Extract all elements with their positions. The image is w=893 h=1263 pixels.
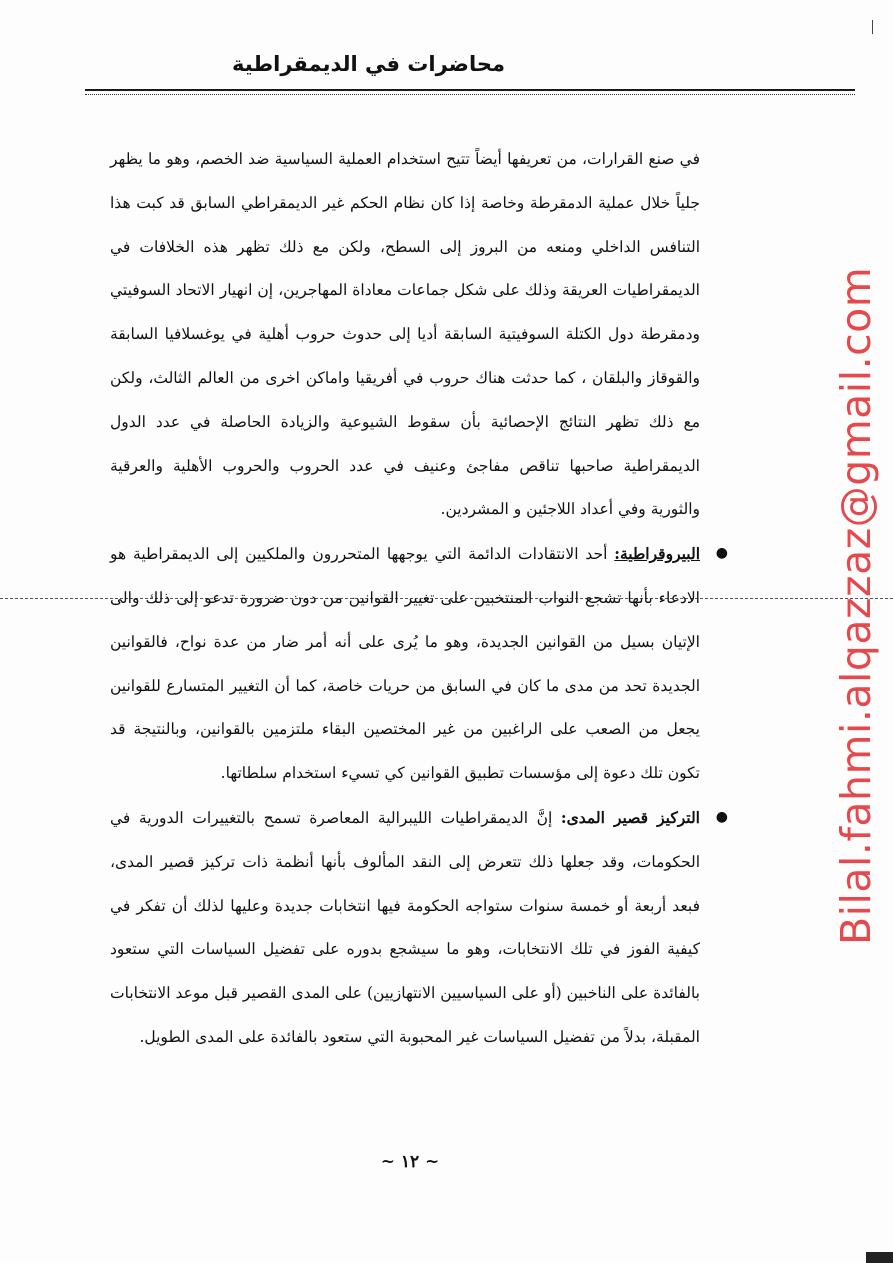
bullet-icon: ● (715, 808, 728, 825)
bullet-text: إنَّ الديمقراطيات الليبرالية المعاصرة تسمح بالتغييرات الدورية في الحكومات، وقد جعلها ذلك تتعرض إلى النقد المألوف بأنها أنظمة ذات تركيز قصير المدى، فبعد أربعة أو خمسة سنوات ستواجه الحكومة فيها انتخابات جديدة وعليها لذلك أن تفكر في كيفية الفوز في تلك الانتخابات، وهو ما سيشجع بدوره على تفضيل السياسات التي ستعود بالفائدة على الناخبين (أو على السياسيين الانتهازيين) على المدى القصير قبل موعد الانتخابات المقبلة، بدلاً من تفضيل السياسات غير المحبوبة التي ستعود بالفائدة على المدى الطويل. (110, 808, 700, 1046)
bullet-term: البيروقراطية: (614, 544, 700, 564)
header-rule (85, 89, 855, 91)
bullet-item-short-term-focus (110, 796, 728, 1060)
bullet-text: أحد الانتقادات الدائمة التي يوجهها المتحررون والملكيين إلى الديمقراطية هو الادعاء بأنها تشجع النواب المنتخبين على تغيير القوانين من دون ضرورة تدعو إلى ذلك والى الإتيان بسيل من القوانين الجديدة، وهو ما يُرى على أنه أمر ضار من عدة نواح، فالقوانين الجديدة تحد من مدى ما كان في السابق من حريات خاصة، كما أن التغيير المتسارع للقوانين يجعل من الصعب على الراغبين من غير المختصين البقاء ملتزمين بالقوانين، وبالنتيجة قد تكون تلك دعوة إلى مؤسسات تطبيق القوانين كي تسيء استخدام سلطاتها. (110, 545, 700, 783)
page-header-title: محاضرات في الديمقراطية (232, 52, 505, 76)
scan-corner-mark (866, 1252, 893, 1263)
bullet-term: التركيز قصير المدى: (560, 807, 700, 827)
bullet-icon: ● (715, 545, 728, 562)
page-number: ~ ١٢ ~ (380, 1152, 440, 1172)
scan-mark (872, 20, 873, 34)
email-watermark: Bilal.fahmi.alqazzaz@gmail.com (832, 266, 880, 945)
paragraph: في صنع القرارات، من تعريفها أيضاً تتيح استخدام العملية السياسية ضد الخصم، وهو ما يظهر جلياً خلال عملية الدمقرطة وخاصة إذا كان نظام الحكم غير الديمقراطي السابق قد كبت هذا التنافس الداخلي ومنعه من البروز إلى السطح، ولكن مع ذلك تظهر هذه الخلافات في الديمقراطيات العريقة وذلك على شكل جماعات معاداة المهاجرين، إن انهيار الاتحاد السوفيتي ودمقرطة دول الكتلة السوفيتية السابقة أديا إلى حدوث حروب أهلية في يوغسلافيا السابقة والقوقاز والبلقان ، كما حدثت هناك حروب في أفريقيا واماكن اخرى من العالم الثالث، ولكن مع ذلك تظهر النتائج الإحصائية بأن سقوط الشيوعية والزيادة الحاصلة في عدد الدول الديمقراطية صاحبها تناقص مفاجئ وعنيف في عدد الحروب والحروب الأهلية والعرقية والثورية وفي أعداد اللاجئين و المشردين. (110, 150, 700, 519)
header-rule-dotted (85, 94, 855, 95)
body-text (110, 138, 728, 1060)
bullet-item-bureaucracy (110, 532, 728, 796)
